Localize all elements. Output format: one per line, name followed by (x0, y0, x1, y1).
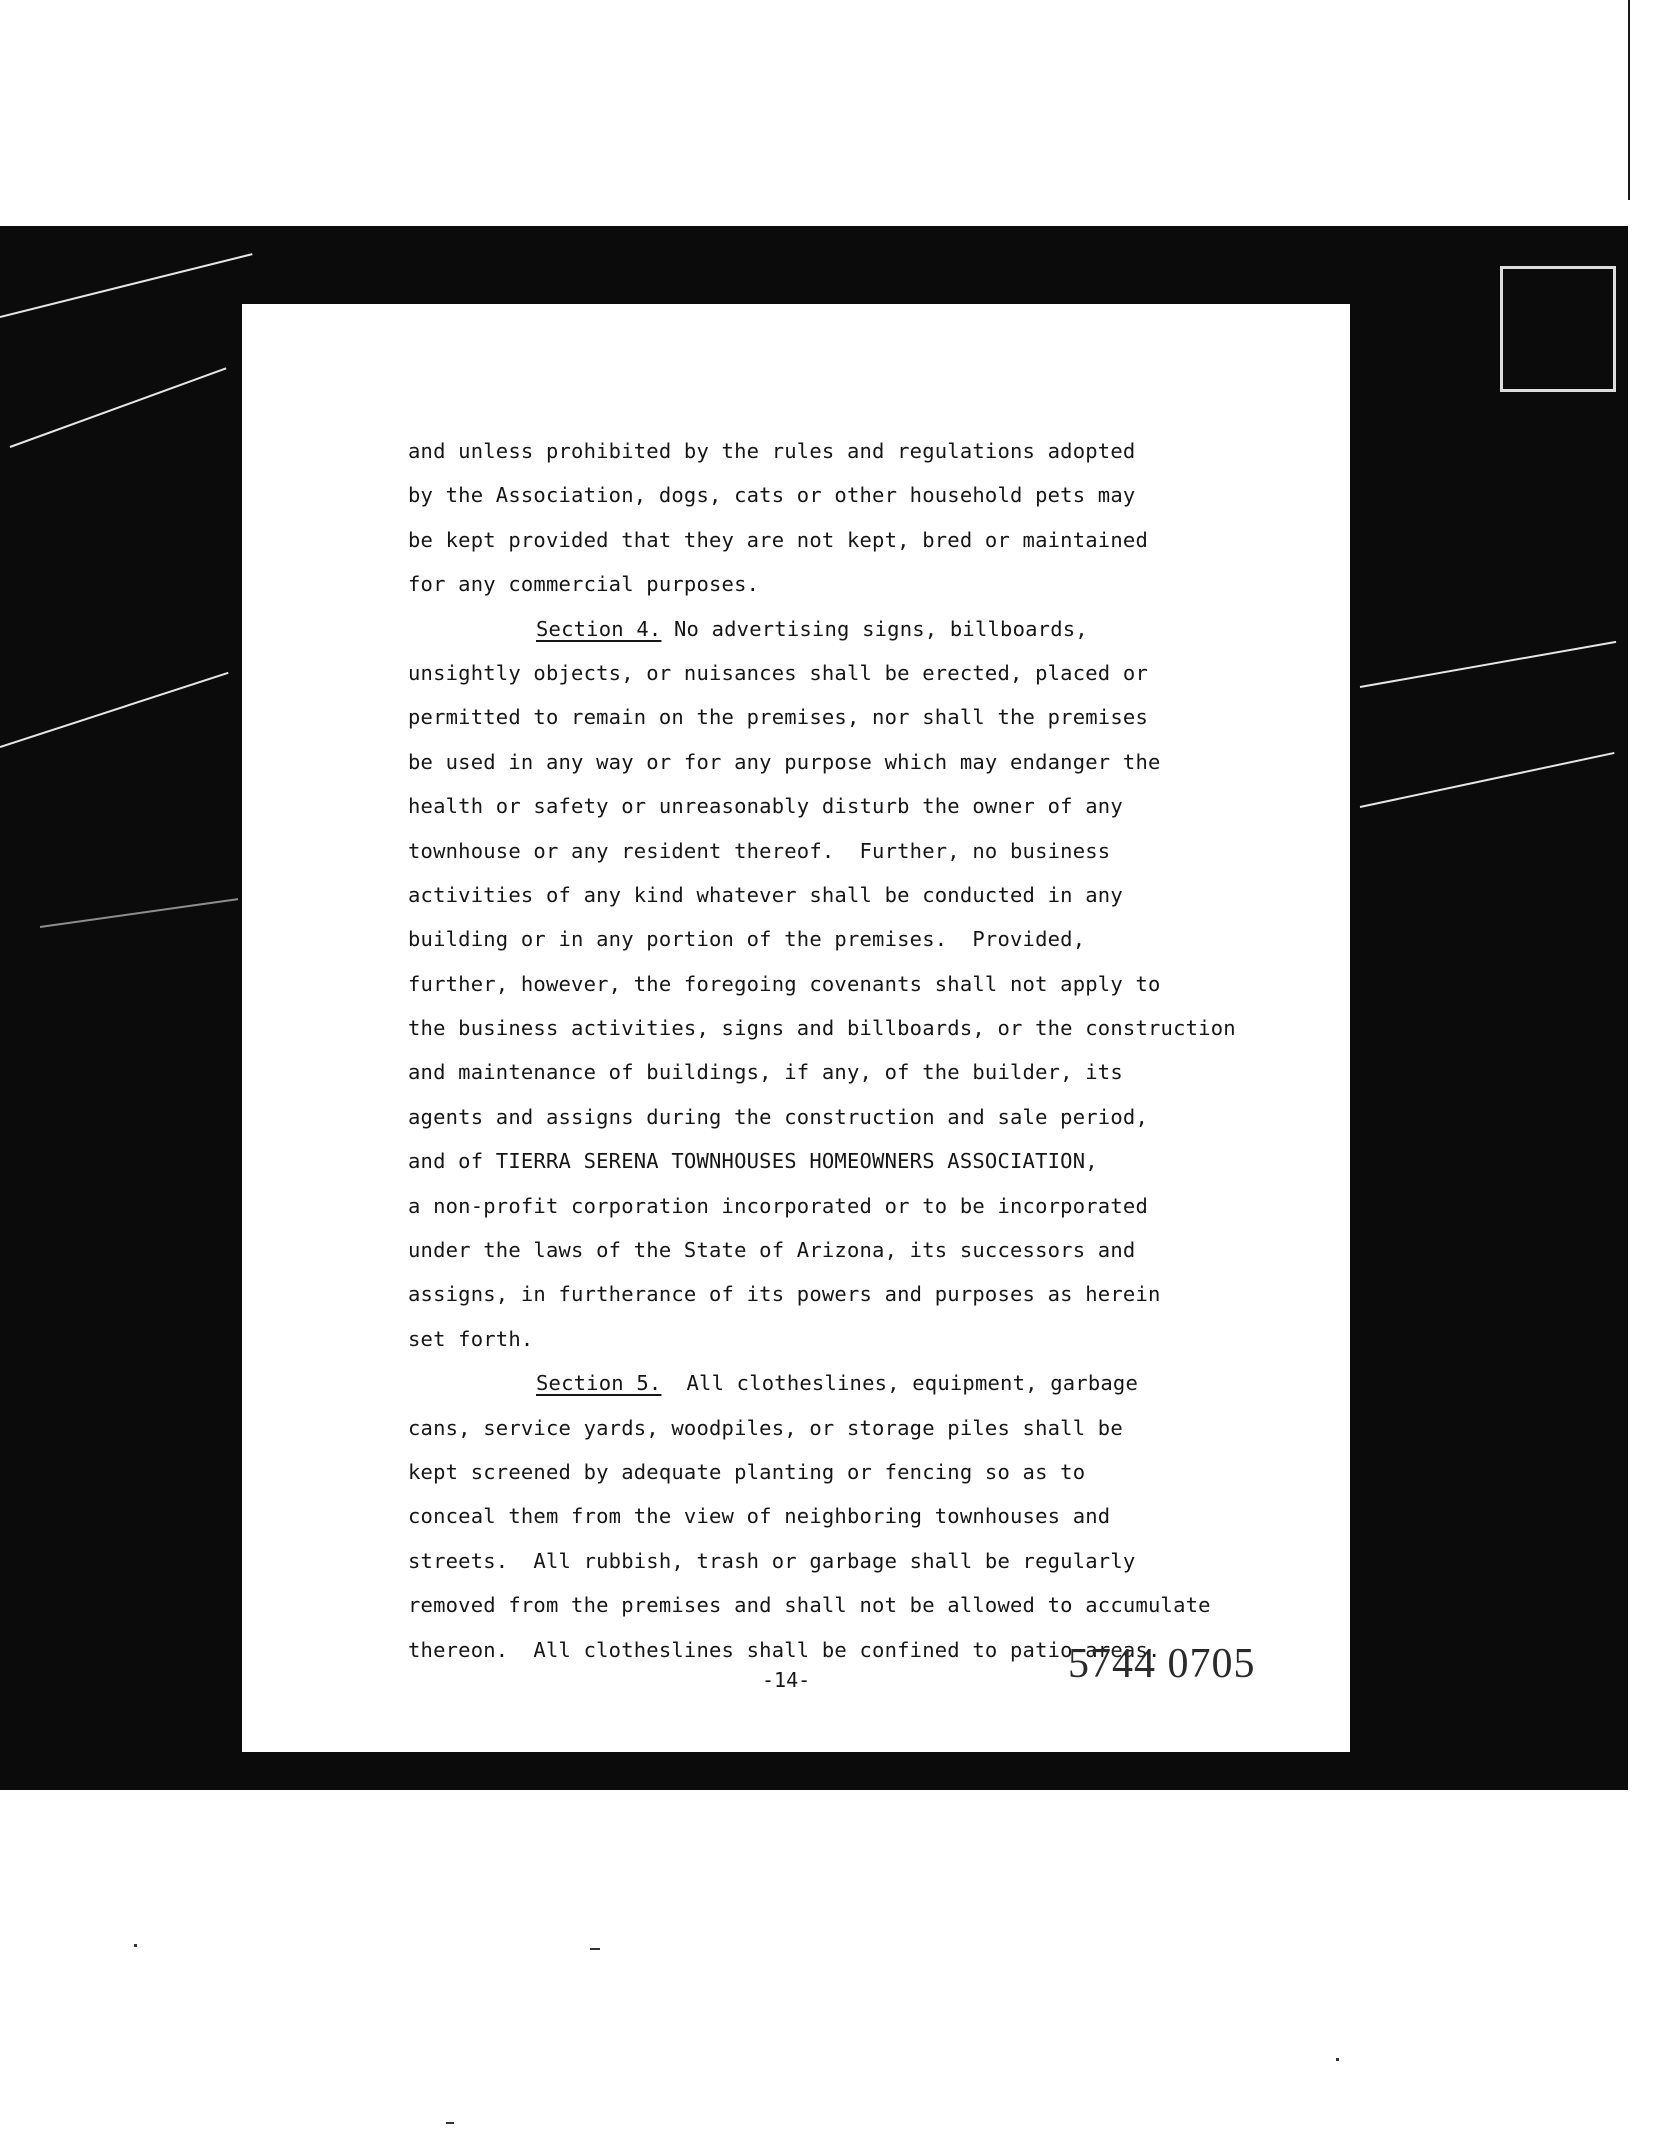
paragraph-section-5 (408, 1361, 1388, 1672)
section-4-heading: Section 4. (536, 616, 662, 641)
scan-scratch (1360, 752, 1615, 808)
paragraph-section-4 (408, 607, 1388, 1362)
text-line: by the Association, dogs, cats or other household pets may (408, 483, 1136, 508)
text-line: assigns, in furtherance of its powers and purposes as herein (408, 1282, 1161, 1307)
text-line: and unless prohibited by the rules and regulations adopted (408, 439, 1136, 463)
paragraph-pets (408, 429, 1388, 607)
text-line: building or in any portion of the premises. Provided, (408, 927, 1086, 952)
text-line: set forth. (408, 1326, 534, 1351)
text-line: health or safety or unreasonably disturb the owner of any (408, 794, 1123, 819)
text-line: be used in any way or for any purpose which may endanger the (408, 749, 1161, 774)
text-line: under the laws of the State of Arizona, its successors and (408, 1238, 1136, 1263)
text-line: a non-profit corporation incorporated or to be incorporated (408, 1193, 1148, 1218)
text-line: cans, service yards, woodpiles, or storage piles shall be (408, 1415, 1123, 1440)
text-line: townhouse or any resident thereof. Further, no business (408, 838, 1111, 863)
section-5-first-line (408, 1361, 1388, 1405)
scan-scratch (40, 898, 238, 928)
recording-stamp: 5744 0705 (1068, 1641, 1256, 1687)
scan-scratch (0, 253, 253, 318)
scan-scratch (0, 672, 229, 748)
text-line: unsightly objects, or nuisances shall be erected, placed or (408, 660, 1148, 685)
text-line: and of TIERRA SERENA TOWNHOUSES HOMEOWNERS ASSOCIATION, (408, 1149, 1098, 1174)
scan-speck (1336, 2058, 1339, 2061)
text-line: the business activities, signs and billboards, or the construction (408, 1016, 1236, 1041)
scan-speck (446, 2122, 454, 2124)
scan-artifact-box (1500, 266, 1616, 392)
scan-scratch (1360, 641, 1616, 688)
scan-scratch (10, 367, 227, 448)
text-line: agents and assigns during the construction and sale period, (408, 1104, 1148, 1129)
text-line: further, however, the foregoing covenants shall not apply to (408, 971, 1161, 996)
text-line: for any commercial purposes. (408, 572, 760, 597)
scan-speck (134, 1944, 137, 1947)
text-line: be kept provided that they are not kept, bred or maintained (408, 527, 1148, 552)
text-line: thereon. All clotheslines shall be confined to patio areas. (408, 1637, 1161, 1662)
text-line: streets. All rubbish, trash or garbage shall be regularly (408, 1548, 1136, 1573)
text-line: and maintenance of buildings, if any, of the builder, its (408, 1060, 1123, 1085)
section-5-heading: Section 5. (536, 1371, 662, 1396)
text-line: kept screened by adequate planting or fencing so as to (408, 1459, 1086, 1484)
section-4-first-line (408, 607, 1388, 651)
scan-edge-line (1628, 0, 1630, 200)
text-line: removed from the premises and shall not be allowed to accumulate (408, 1593, 1211, 1618)
document-page (242, 304, 1350, 1752)
text-line: permitted to remain on the premises, nor shall the premises (408, 705, 1148, 730)
text-fragment: No advertising signs, billboards, (661, 616, 1088, 641)
text-line: conceal them from the view of neighboring townhouses and (408, 1504, 1111, 1529)
text-fragment: All clotheslines, equipment, garbage (661, 1371, 1139, 1396)
page-number: -14- (762, 1668, 811, 1692)
document-body (408, 429, 1388, 1672)
text-line: activities of any kind whatever shall be conducted in any (408, 882, 1123, 907)
scan-speck (590, 1948, 600, 1950)
